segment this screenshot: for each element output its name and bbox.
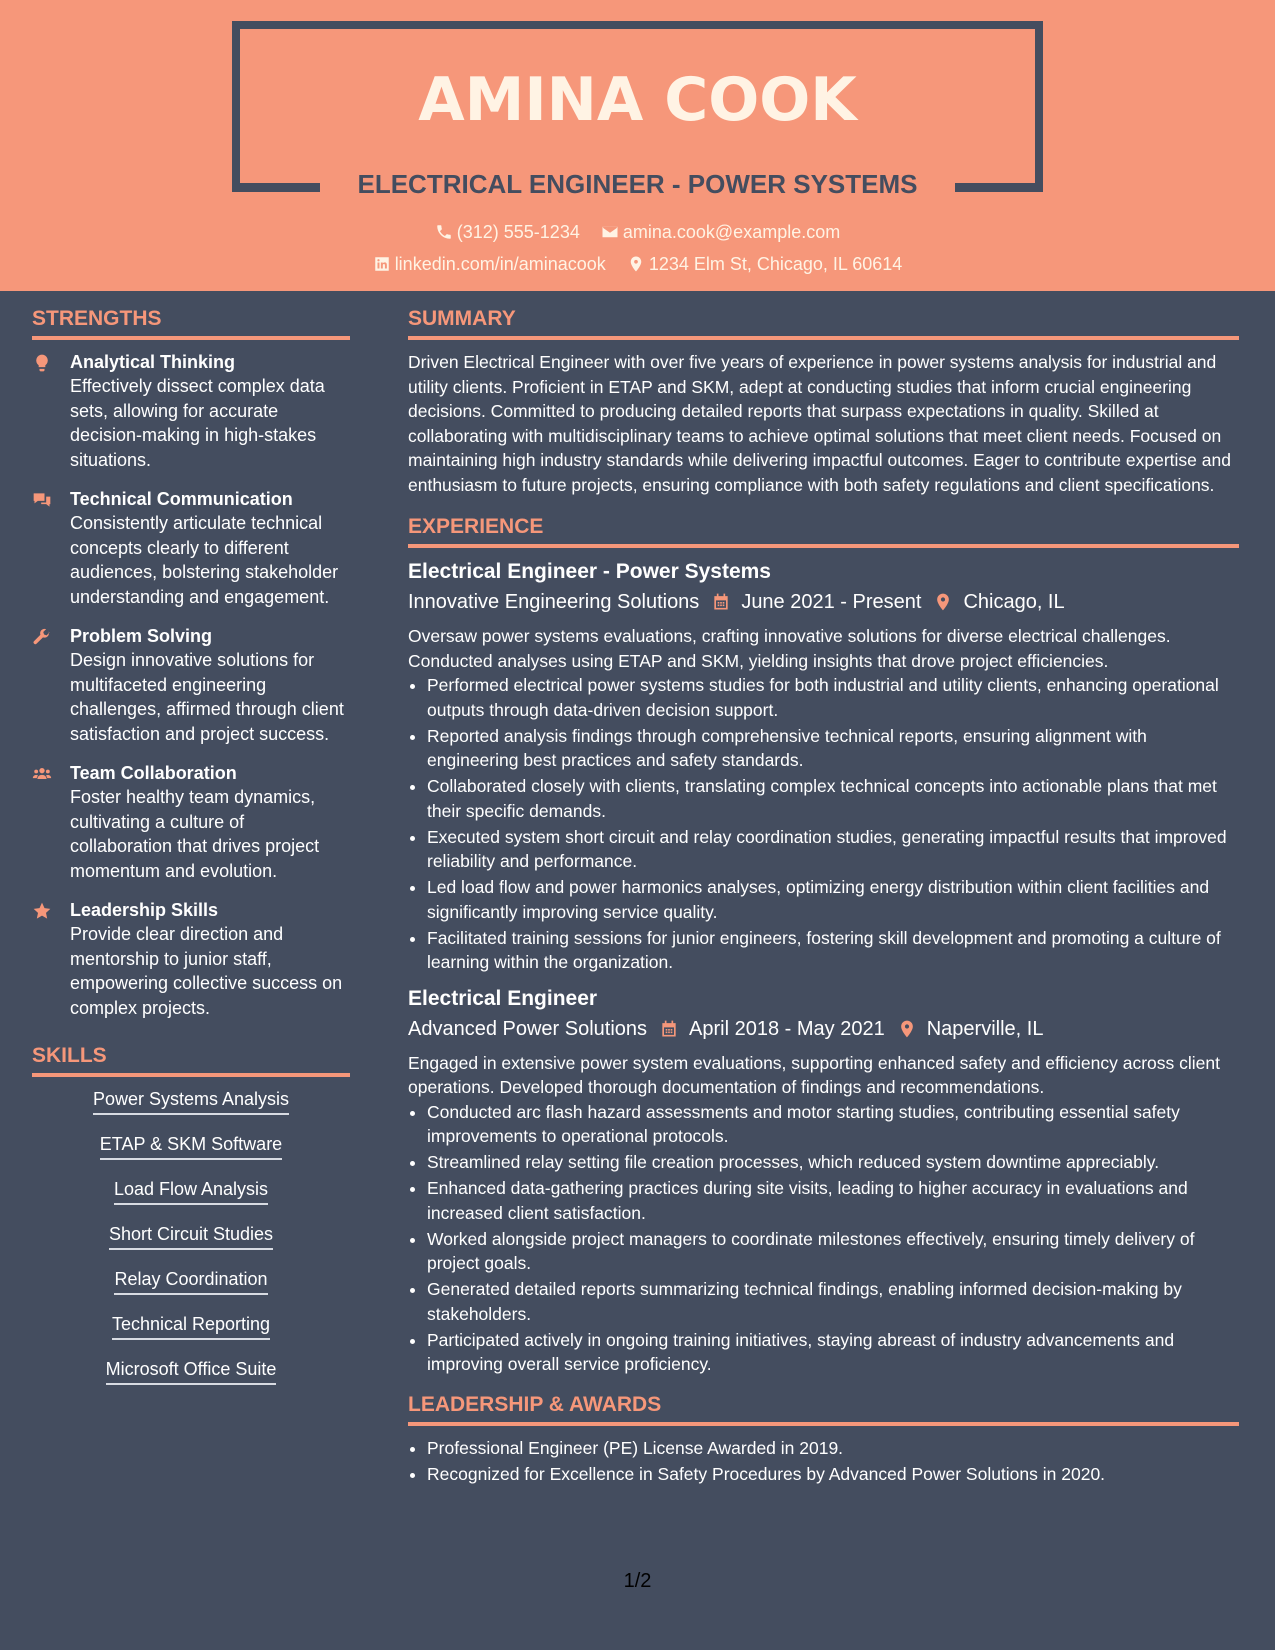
linkedin-item[interactable] [373,252,606,276]
address-item [627,252,903,276]
job-bullet: • Led load flow and power harmonics analyses, optimizing energy distribution within client facilities and significantly improving service quality. [427,875,1239,924]
star-icon [32,901,52,921]
job-location: Naperville, IL [926,1017,1044,1040]
award-item: • Professional Engineer (PE) License Awarded in 2019. [427,1436,1239,1461]
calendar-icon [711,592,731,612]
strength-desc: Provide clear direction and mentorship to junior staff, empowering collective success on complex projects. [70,924,343,1018]
job-bullets [408,673,1239,975]
strength-desc: Consistently articulate technical concepts clearly to different audiences, bolstering stakeholder understanding and engagement. [70,513,339,607]
linkedin-icon [373,255,391,273]
job-description: Oversaw power systems evaluations, crafting innovative solutions for diverse electrical challenges. Conducted analyses using ETAP and SKM, yielding insights that drove project efficiencies. [408,626,1171,671]
skill-item: ETAP & SKM Software [100,1132,282,1160]
job-bullet: • Participated actively in ongoing training initiatives, staying abreast of industry advancements and improving overall service proficiency. [427,1328,1239,1377]
strength-name: Team Collaboration [70,763,237,783]
phone-item[interactable] [435,220,580,244]
map-pin-icon [627,255,645,273]
contact-row-1 [0,220,1275,247]
job-bullet: • Enhanced data-gathering practices during site visits, leading to higher accuracy in evaluations and increased client satisfaction. [427,1176,1239,1225]
email-text: amina.cook@example.com [622,222,841,242]
job-company: Innovative Engineering Solutions [408,591,700,613]
skill-item: Microsoft Office Suite [106,1357,277,1385]
job-description: Engaged in extensive power system evaluations, supporting enhanced safety and efficiency across client operations. Developed thorough documentation of findings and recommendations. [408,1052,1220,1097]
job-dates: April 2018 - May 2021 [689,1017,885,1040]
strength-item [32,487,350,609]
email-item[interactable] [601,220,840,244]
experience-heading: EXPERIENCE [408,513,1239,548]
job-bullet: • Executed system short circuit and relay coordination studies, generating impactful results that improved reliability and performance. [427,825,1239,874]
job-meta [408,586,1239,618]
job-bullet: • Reported analysis findings through comprehensive technical reports, ensuring alignment with engineering best practices and safety standards. [427,724,1239,773]
award-item: • Recognized for Excellence in Safety Procedures by Advanced Power Solutions in 2020. [427,1462,1239,1487]
phone-text: (312) 555-1234 [456,222,580,242]
skill-item: Relay Coordination [114,1267,267,1295]
skill-item: Load Flow Analysis [114,1177,268,1205]
awards-list [408,1436,1239,1487]
skill-item: Short Circuit Studies [109,1222,273,1250]
strength-name: Technical Communication [70,489,293,509]
job-bullet: • Facilitated training sessions for junior engineers, fostering skill development and promoting a culture of learning within the organization. [427,926,1239,975]
job-dates: June 2021 - Present [741,591,922,613]
page-number: 1/2 [623,1570,652,1592]
strengths-heading: STRENGTHS [32,305,350,340]
job-entry [408,985,1239,1377]
strength-item [32,350,350,472]
strength-desc: Design innovative solutions for multifaceted engineering challenges, affirmed through client satisfaction and project success. [70,650,344,744]
awards-heading: LEADERSHIP & AWARDS [408,1391,1239,1426]
phone-icon [435,223,453,241]
job-title: Electrical Engineer [408,986,598,1010]
map-pin-icon [933,592,953,612]
strength-name: Analytical Thinking [70,352,236,372]
lightbulb-icon [32,353,52,373]
strength-item [32,898,350,1020]
strength-item [32,624,350,746]
summary-heading: SUMMARY [408,305,1239,340]
map-pin-icon [897,1019,917,1039]
job-bullet: • Worked alongside project managers to coordinate milestones effectively, ensuring timely delivery of project goals. [427,1227,1239,1276]
job-entry [408,558,1239,975]
candidate-title: ELECTRICAL ENGINEER - POWER SYSTEMS [357,169,918,199]
summary-text: Driven Electrical Engineer with over five years of experience in power systems analysis for industrial and utility clients. Proficient in ETAP and SKM, adept at conducting studies that inform crucial engineering decisions. Committed to producing detailed reports that surpass expectations in quality. Skilled at collaborating with multidisciplinary teams to achieve optimal solutions that meet client needs. Focused on maintaining high industry standards while delivering impactful outcomes. Eager to contribute expertise and enthusiasm to future projects, ensuring compliance with both safety regulations and client specifications. [408,352,1231,495]
strength-item [32,761,350,883]
address-text: 1234 Elm St, Chicago, IL 60614 [648,254,903,274]
contact-row-2 [0,252,1275,279]
skills-heading: SKILLS [32,1042,350,1077]
calendar-icon [659,1019,679,1039]
main-column [408,305,1239,1496]
job-bullet: • Conducted arc flash hazard assessments and motor starting studies, contributing essential safety improvements to operational protocols. [427,1100,1239,1149]
comments-icon [32,490,52,510]
strength-desc: Effectively dissect complex data sets, allowing for accurate decision-making in high-stakes situations. [70,376,325,470]
wrench-icon [32,627,52,647]
skill-item: Power Systems Analysis [93,1087,289,1115]
job-bullet: • Performed electrical power systems studies for both industrial and utility clients, enhancing operational outputs through data-driven decision support. [427,673,1239,722]
skills-list [32,1087,350,1402]
skill-item: Technical Reporting [112,1312,270,1340]
strengths-list [32,350,350,1020]
job-title: Electrical Engineer - Power Systems [408,560,771,583]
candidate-name: AMINA COOK [418,65,857,135]
job-location: Chicago, IL [963,591,1065,613]
sidebar-column [32,305,350,1402]
job-bullet: • Generated detailed reports summarizing technical findings, enabling informed decision-making by stakeholders. [427,1277,1239,1326]
job-bullet: • Collaborated closely with clients, translating complex technical concepts into actionable plans that met their specific demands. [427,774,1239,823]
strength-desc: Foster healthy team dynamics, cultivating a culture of collaboration that drives project momentum and evolution. [70,787,320,881]
strength-name: Problem Solving [70,626,213,646]
job-company: Advanced Power Solutions [408,1017,648,1040]
job-bullets [408,1100,1239,1377]
job-meta [408,1013,1239,1045]
users-icon [32,764,52,784]
envelope-icon [601,223,619,241]
header-banner [0,0,1275,291]
job-bullet: • Streamlined relay setting file creation processes, which reduced system downtime appreciably. [427,1150,1239,1175]
linkedin-text: linkedin.com/in/aminacook [394,254,606,274]
strength-name: Leadership Skills [70,900,219,920]
